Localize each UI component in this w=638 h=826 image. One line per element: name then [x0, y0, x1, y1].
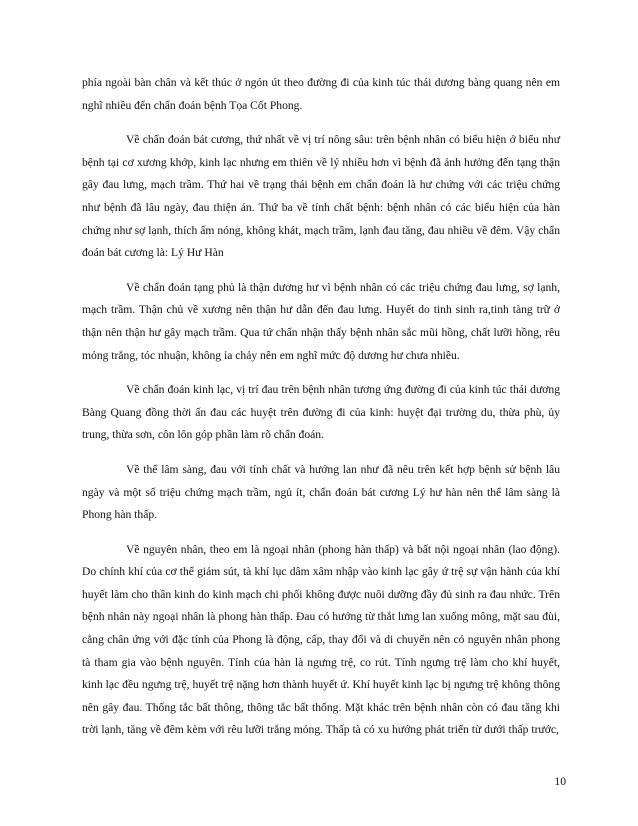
paragraph-bat-cuong: Về chẩn đoán bát cương, thứ nhất về vị trí nông sâu: trên bệnh nhân có biểu hiện ở biểu như bệnh tại cơ xương khớp, kinh lạc nhưng em thiên về lý nhiều hơn vì bệnh đã ảnh hưởng đến tạng thận gây đau lưng, mạch trầm. Thứ hai về trạng thái bệnh em chẩn đoán là hư chứng với các triệu chứng như bệnh đã lâu ngày, đau thiện án. Thứ ba về tính chất bệnh: bệnh nhân có các biểu hiện của hàn chứng như sợ lạnh, thích ấm nóng, không khát, mạch trầm, lạnh đau tăng, đau nhiều về đêm. Vậy chẩn đoán bát cương là: Lý Hư Hàn	[82, 133, 560, 260]
paragraph-nguyen-nhan: Về nguyên nhân, theo em là ngoại nhân (phong hàn thấp) và bất nội ngoại nhân (lao động). Do chính khí của cơ thể giảm sút, tà khí lục dâm xâm nhập vào kinh lạc gây ứ trệ sự vận hành của khí huyết làm cho thần kinh do kinh mạch chi phối không được nuôi dưỡng đầy đủ sinh ra đau nhức. Trên bệnh nhân này ngoại nhân là phong hàn thấp. Đau có hướng từ thắt lưng lan xuống mông, mặt sau đùi, cẳng chân ứng với đặc tính của Phong là động, cấp, thay đổi và di chuyển nên có nguyên nhân phong tà tham gia vào bệnh nguyên. Tính của hàn là ngưng trệ, co rút. Tính ngưng trệ làm cho khí huyết, kinh lạc đều ngưng trệ, huyết trệ nặng hơn thành huyết ứ. Khí huyết kinh lạc bị ngưng trệ không thông nên gây đau. Thống tắc bất thông, thông tắc bất thống. Mặt khác trên bệnh nhân còn có đau tăng khi trời lạnh, tăng về đêm kèm với rêu lưỡi trắng mỏng. Thấp tà có xu hướng phát triển từ dưới thấp trước,	[82, 542, 560, 737]
paragraph-continuation: phía ngoài bàn chân và kết thúc ở ngón út theo đường đi của kinh túc thái dương bàng quang nên em nghĩ nhiều đến chẩn đoán bệnh Tọa Cốt Phong.	[82, 76, 560, 112]
paragraph-tang-phu: Về chẩn đoán tạng phủ là thận dương hư vì bệnh nhân có các triệu chứng đau lưng, sợ lạnh, mạch trầm. Thận chủ về xương nên thận hư dẫn đến đau lưng. Huyết do tinh sinh ra,tinh tàng trữ ở thận nên thận hư gây mạch trầm. Qua tứ chẩn nhận thấy bệnh nhân sắc mũi hồng, chất lưỡi hồng, rêu mỏng trắng, tóc nhuận, không ỉa chảy nên em nghĩ mức độ dương hư chưa nhiều.	[82, 280, 560, 362]
page-number: 10	[554, 775, 566, 788]
document-body	[82, 72, 560, 754]
paragraph-the-lam-sang: Về thể lâm sàng, đau với tính chất và hướng lan như đã nêu trên kết hợp bệnh sử bệnh lâu ngày và một số triệu chứng mạch trầm, ngủ ít, chẩn đoán bát cương Lý hư hàn nên thể lâm sàng là Phong hàn thấp.	[82, 462, 560, 522]
paragraph-kinh-lac: Về chẩn đoán kinh lạc, vị trí đau trên bệnh nhân tương ứng đường đi của kinh túc thái dương Bàng Quang đồng thời ấn đau các huyệt trên đường đi của kinh: huyệt đại trường du, thừa phù, ủy trung, thừa sơn, côn lôn góp phần làm rõ chẩn đoán.	[82, 383, 560, 442]
